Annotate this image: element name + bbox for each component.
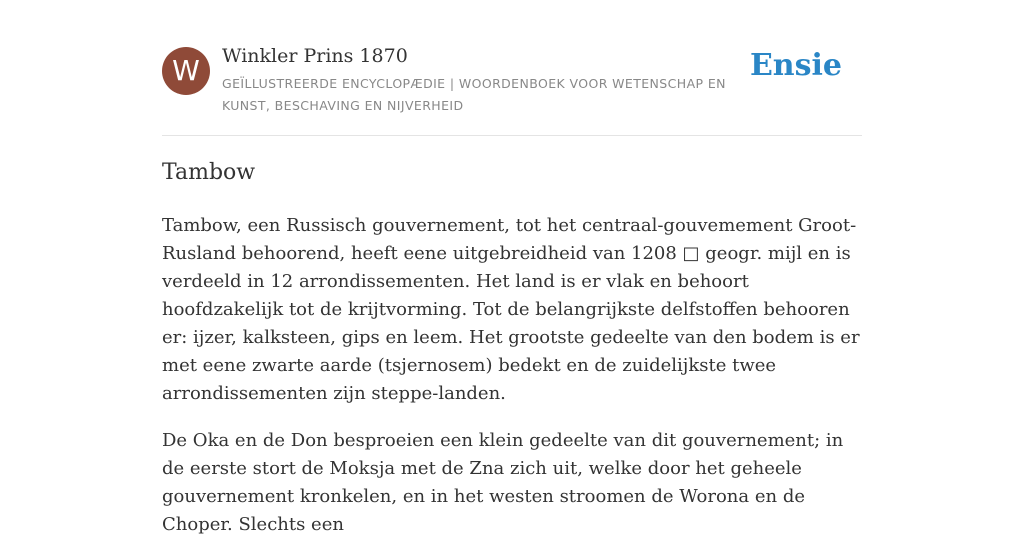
entry-paragraph: De Oka en de Don besproeien een klein gedeelte van dit gouvernement; in de eerste stort de Moksja met de Zna zich uit, welke door het geheele gouvernement kronkelen, en in het westen stroomen de Worona en de Choper. Slechts een xyxy=(162,430,844,535)
source-header xyxy=(162,0,862,136)
source-avatar[interactable]: W xyxy=(162,47,210,95)
source-subtitle: GEÏLLUSTREERDE ENCYCLOPÆDIE | WOORDENBOEK VOOR WETENSCHAP EN KUNST, BESCHAVING EN NIJVERHEID xyxy=(222,76,726,113)
entry-body xyxy=(162,212,862,558)
entry-paragraph: Tambow, een Russisch gouvernement, tot het centraal-gouvemement Groot-Rusland behoorend, heeft eene uitgebreidheid van 1208 □ geogr. mijl en is verdeeld in 12 arrondissementen. Het land is er vlak en behoort hoofdzakelijk tot de krijtvorming. Tot de belangrijkste delfstoffen behooren er: ijzer, kalksteen, gips en leem. Het grootste gedeelte van den bodem is er met eene zwarte aarde (tsjernosem) bedekt en de zuidelijkste twee arrondissementen zijn steppe-landen. xyxy=(162,215,860,404)
source-title[interactable]: Winkler Prins 1870 xyxy=(222,45,408,67)
entry-title: Tambow xyxy=(162,160,256,185)
page-container xyxy=(162,0,862,535)
ensie-logo[interactable]: Ensie xyxy=(749,48,842,83)
